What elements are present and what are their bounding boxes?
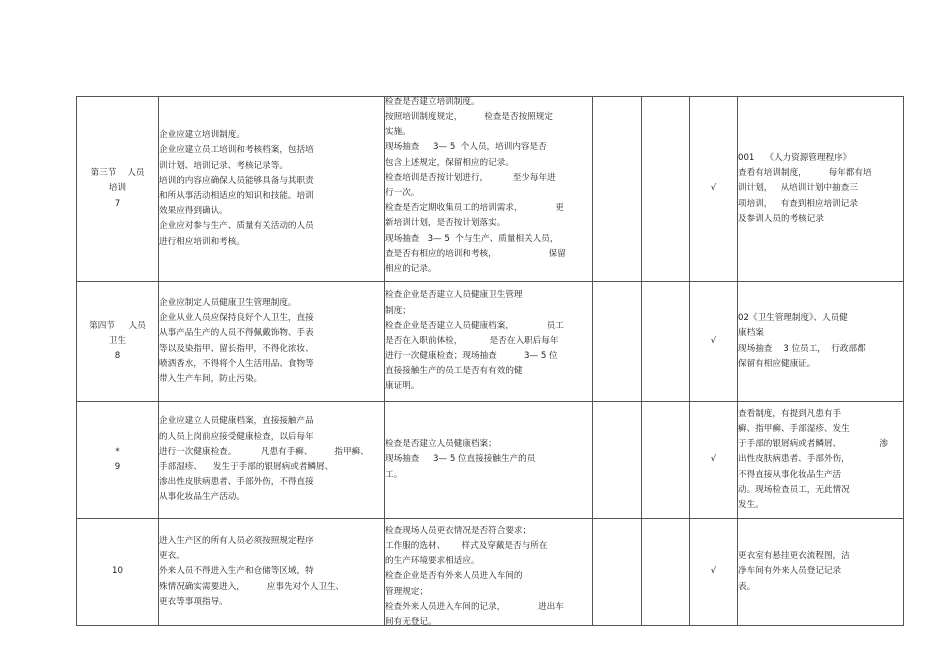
text-line: 带入生产车间，防止污染。 xyxy=(159,373,263,384)
text-line: 表。 xyxy=(738,581,756,592)
text-line: 企业从业人员应保持良好个人卫生，直接 xyxy=(159,313,314,324)
requirement-cell xyxy=(159,282,385,402)
text-line: 更衣室有悬挂更衣流程图，洁 xyxy=(738,551,850,562)
text-line: 检查是否建立培训制度。 xyxy=(385,96,480,107)
text-line: 检查企业是否有外来人员进入车间的 xyxy=(385,571,523,582)
text-line: 手部湿疹、 发生于手部的银屑病或者鳞屑、 xyxy=(159,462,334,472)
requirement-cell xyxy=(159,402,385,519)
text-line: 外来人员不得进入生产和仓储等区域，特 xyxy=(159,566,314,577)
blank-cell xyxy=(593,519,642,626)
text-line: 不得直接从事化妆品生产活 xyxy=(738,469,842,480)
text-line: 现场抽查 3— 5 个人员，培训内容是否 xyxy=(385,142,547,153)
blank-cell xyxy=(593,282,642,402)
text-line: 进行相应培训和考核。 xyxy=(159,236,245,247)
table-row xyxy=(77,402,904,519)
section-cell xyxy=(77,519,159,626)
text-line: 管理规定； xyxy=(385,586,428,597)
text-line: 相应的记录。 xyxy=(385,263,437,274)
text-line: 检查培训是否按计划进行， 至少每年进 xyxy=(385,172,556,183)
text-line: 检查外来人员进入车间的记录， 进出车 xyxy=(385,601,564,612)
text-line: 8 xyxy=(114,351,121,362)
text-line: 效果应得到确认。 xyxy=(159,206,228,217)
text-line: 行一次。 xyxy=(385,188,420,198)
text-line: 康档案 xyxy=(738,328,764,339)
text-line: 检查是否定期收集员工的培训需求， 更 xyxy=(385,203,564,214)
text-line: 企业应制定人员健康卫生管理制度。 xyxy=(159,297,297,308)
text-line: * xyxy=(115,446,120,457)
checkmark-cell: √ xyxy=(690,402,738,519)
text-line: 于手部的银屑病或者鳞屑、 渗 xyxy=(738,439,888,450)
text-line: 检查现场人员更衣情况是否符合要求； xyxy=(385,525,532,536)
text-line: 查是否有相应的培训和考核， 保留 xyxy=(385,248,566,259)
text-line: 净车间有外来人员登记记录 xyxy=(738,566,842,577)
table-row xyxy=(77,282,904,402)
inspection-record-cell xyxy=(738,402,904,519)
text-line: 更衣等事项指导。 xyxy=(159,596,228,607)
text-line: 渗出性皮肤病患者、手部外伤，不得直接 xyxy=(159,477,314,488)
text-line: 及参训人员的考核记录 xyxy=(738,213,824,224)
text-line: 检查是否建立人员健康档案； xyxy=(385,439,497,450)
text-line: 从事产品生产的人员不得佩戴饰物、手表 xyxy=(159,328,314,339)
text-line: 实施。 xyxy=(385,127,411,138)
text-line: 02《卫生管理制度》、人员健 xyxy=(738,313,848,324)
requirement-cell xyxy=(159,519,385,626)
text-line: 的生产环境要求相适应。 xyxy=(385,556,480,567)
inspection-record-cell xyxy=(738,519,904,626)
text-line: 工。 xyxy=(385,469,403,480)
inspection-record-cell xyxy=(738,97,904,282)
text-line: 项培训， 有查到相应培训记录 xyxy=(738,198,858,209)
inspection-table xyxy=(76,96,904,626)
text-line: 保留有相应健康证。 xyxy=(738,358,816,369)
section-cell xyxy=(77,282,159,402)
text-line: 动。现场检查员工，无此情况 xyxy=(738,484,850,495)
requirement-cell xyxy=(159,97,385,282)
text-line: 进行一次健康检查。 凡患有手癣、 指甲癣、 xyxy=(159,446,369,457)
inspection-method-cell xyxy=(385,282,593,402)
text-line: 10 xyxy=(112,566,123,577)
table-row xyxy=(77,519,904,626)
text-line: 001 《人力资源管理程序》 xyxy=(738,153,852,164)
blank-cell xyxy=(593,97,642,282)
text-line: 间有无登记。 xyxy=(385,616,437,627)
blank-cell xyxy=(642,402,690,519)
text-line: 9 xyxy=(114,462,121,472)
text-line: 企业应对参与生产、质量有关活动的人员 xyxy=(159,221,314,232)
text-line: 查看制度，有提到凡患有手 xyxy=(738,408,842,419)
blank-cell xyxy=(642,519,690,626)
text-line: 出性皮肤病患者、手部外伤， xyxy=(738,454,850,465)
blank-cell xyxy=(593,402,642,519)
text-line: 是否在入职前体检， 是否在入职后每年 xyxy=(385,335,559,346)
text-line: 查看有培训制度， 每年都有培 xyxy=(738,168,872,179)
inspection-record-cell xyxy=(738,282,904,402)
text-line: 发生。 xyxy=(738,499,764,510)
text-line: 现场抽查 3 位员工， 行政部都 xyxy=(738,343,866,354)
checkmark-cell: √ xyxy=(690,519,738,626)
text-line: 殊情况确实需要进入， 应事先对个人卫生、 xyxy=(159,581,345,592)
text-line: 现场抽查 3— 5 个与生产、质量相关人员， xyxy=(385,233,559,244)
text-line: 更衣。 xyxy=(159,551,185,562)
text-line: 培训的内容应确保人员能够具备与其职责 xyxy=(159,175,314,186)
section-cell xyxy=(77,97,159,282)
text-line: 新培训计划，是否按计划落实。 xyxy=(385,218,506,229)
text-line: 企业应建立员工培训和考核档案，包括培 xyxy=(159,145,314,156)
inspection-method-cell xyxy=(385,97,593,282)
text-line: 直接接触生产的员工是否有有效的健 xyxy=(385,366,523,377)
text-line: 包含上述规定，保留相应的记录。 xyxy=(385,157,514,168)
text-line: 第三节 人员 xyxy=(90,168,145,179)
blank-cell xyxy=(642,282,690,402)
text-line: 现场抽查 3— 5 位直接接触生产的员 xyxy=(385,454,536,465)
inspection-method-cell xyxy=(385,402,593,519)
text-line: 癣、指甲癣、手部湿疹、发生 xyxy=(738,424,850,435)
text-line: 工作服的选材、 样式及穿戴是否与所在 xyxy=(385,541,548,552)
text-line: 等以及染指甲、留长指甲，不得化浓妆、 xyxy=(159,343,314,354)
text-line: 训计划、培训记录、考核记录等。 xyxy=(159,160,288,171)
text-line: 第四节 人员 xyxy=(89,320,146,331)
text-line: 7 xyxy=(114,198,121,209)
text-line: 企业应建立人员健康档案，直接接触产品 xyxy=(159,416,314,427)
text-line: 喷洒香水，不得将个人生活用品、食物等 xyxy=(159,358,314,369)
text-line: 企业应建立培训制度。 xyxy=(159,130,245,141)
checkmark-cell: √ xyxy=(690,282,738,402)
text-line: 按照培训制度规定， 检查是否按照规定 xyxy=(385,112,553,123)
text-line: 康证明。 xyxy=(385,381,420,392)
text-line: 制度； xyxy=(385,305,411,316)
text-line: 和所从事活动相适应的知识和技能。培训 xyxy=(159,191,314,201)
text-line: 进入生产区的所有人员必须按照规定程序 xyxy=(159,536,314,547)
inspection-method-cell xyxy=(385,519,593,626)
text-line: 进行一次健康检查；现场抽查 3— 5 位 xyxy=(385,351,558,362)
checkmark-cell: √ xyxy=(690,97,738,282)
text-line: 检查企业是否建立人员健康卫生管理 xyxy=(385,290,523,301)
blank-cell xyxy=(642,97,690,282)
text-line: 培训 xyxy=(108,183,127,194)
text-line: 训计划， 从培训计划中抽查三 xyxy=(738,183,858,194)
text-line: 卫生 xyxy=(108,335,127,346)
text-line: 的人员上岗前应接受健康检查，以后每年 xyxy=(159,431,314,442)
text-line: 检查企业是否建立人员健康档案， 员工 xyxy=(385,320,564,331)
table-row xyxy=(77,97,904,282)
text-line: 从事化妆品生产活动。 xyxy=(159,492,245,503)
section-cell xyxy=(77,402,159,519)
